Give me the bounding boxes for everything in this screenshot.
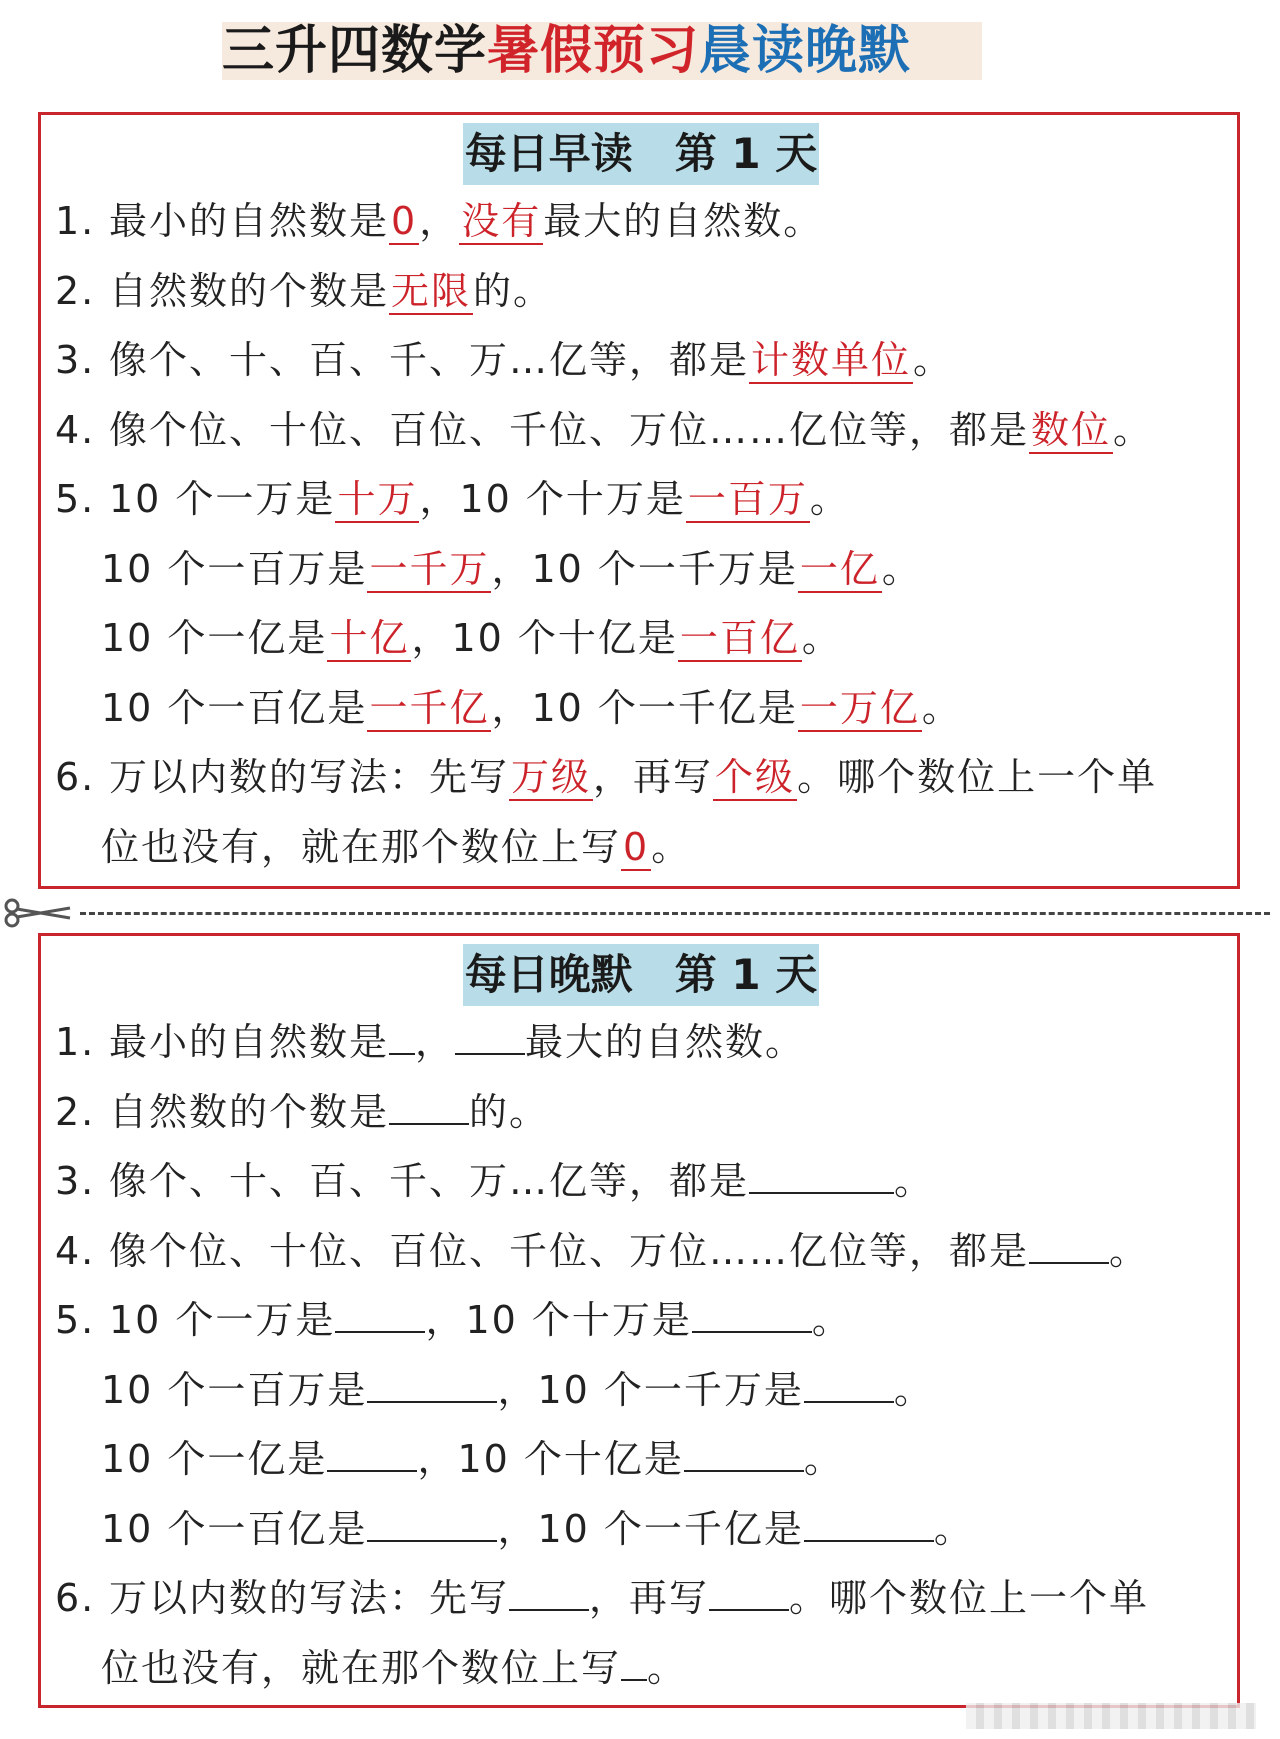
answer: 一亿	[799, 546, 880, 591]
evening-item-5d: 10 个一百亿是 ，10 个一千亿是 。	[101, 1506, 974, 1551]
blank[interactable]	[509, 1579, 589, 1611]
answer: 没有	[461, 199, 542, 243]
evening-header: 每日晚默 第 1 天	[463, 944, 819, 1006]
morning-item-3: 3. 像个、十、百、千、万…亿等，都是计数单位。	[55, 338, 954, 382]
page-title	[222, 16, 982, 86]
dashed-divider	[80, 912, 1270, 915]
morning-item-4: 4. 像个位、十位、百位、千位、万位……亿位等，都是数位。	[55, 407, 1154, 452]
blank[interactable]	[709, 1579, 789, 1611]
answer: 个级	[715, 755, 796, 799]
title-part-2: 暑假预习	[487, 21, 700, 81]
evening-item-6: 6. 万以内数的写法：先写 ，再写 。哪个数位上一个单	[55, 1576, 1150, 1620]
blank[interactable]	[692, 1301, 812, 1333]
cut-line	[0, 898, 1280, 928]
title-part-1: 三升四数学	[222, 21, 488, 81]
evening-item-5c: 10 个一亿是 ，10 个十亿是 。	[101, 1437, 844, 1481]
evening-list	[41, 1008, 1237, 1703]
blank[interactable]	[684, 1440, 804, 1472]
morning-item-5: 5. 10 个一万是十万，10 个十万是一百万。	[55, 477, 850, 521]
blank[interactable]	[335, 1301, 425, 1333]
morning-item-5b: 10 个一百万是一千万，10 个一千万是一亿。	[101, 546, 922, 591]
morning-header: 每日早读 第 1 天	[463, 123, 819, 185]
evening-item-3: 3. 像个、十、百、千、万…亿等，都是 。	[55, 1159, 935, 1203]
answer: 一百万	[687, 477, 808, 521]
blank[interactable]	[367, 1510, 497, 1542]
answer: 一千万	[369, 546, 490, 591]
evening-item-5: 5. 10 个一万是 ，10 个十万是 。	[55, 1298, 852, 1342]
title-part-3: 晨读晚默	[699, 21, 912, 81]
morning-item-6: 6. 万以内数的写法：先写万级，再写个级。哪个数位上一个单	[55, 755, 1158, 799]
blank[interactable]	[367, 1371, 497, 1403]
answer: 一百亿	[679, 616, 800, 660]
answer: 十万	[337, 477, 418, 521]
answer: 十亿	[329, 616, 410, 660]
evening-item-4: 4. 像个位、十位、百位、千位、万位……亿位等，都是 。	[55, 1228, 1150, 1273]
answer: 0	[391, 199, 418, 243]
blank[interactable]	[749, 1162, 894, 1194]
blank[interactable]	[804, 1510, 934, 1542]
blank[interactable]	[455, 1023, 525, 1055]
answer: 一万亿	[799, 685, 920, 730]
morning-item-5d: 10 个一百亿是一千亿，10 个一千亿是一万亿。	[101, 685, 962, 730]
answer: 无限	[391, 268, 472, 313]
blank[interactable]	[327, 1440, 417, 1472]
evening-item-2: 2. 自然数的个数是 的。	[55, 1089, 550, 1134]
morning-item-2: 2. 自然数的个数是无限的。	[55, 268, 554, 313]
watermark-blur	[966, 1703, 1256, 1729]
evening-dictation-card	[38, 933, 1240, 1708]
blank[interactable]	[389, 1093, 469, 1125]
evening-item-1: 1. 最小的自然数是 ， 最大的自然数。	[55, 1020, 806, 1064]
evening-item-6b: 位也没有，就在那个数位上写 。	[101, 1645, 688, 1690]
evening-item-5b: 10 个一百万是 ，10 个一千万是 。	[101, 1367, 934, 1412]
answer: 数位	[1031, 407, 1112, 452]
answer: 计数单位	[751, 338, 912, 382]
blank[interactable]	[804, 1371, 894, 1403]
answer: 0	[623, 824, 650, 869]
morning-item-6b: 位也没有，就在那个数位上写0。	[101, 824, 692, 869]
morning-reading-card	[38, 112, 1240, 889]
morning-list	[41, 187, 1237, 882]
answer: 一千亿	[369, 685, 490, 730]
blank[interactable]	[1029, 1232, 1109, 1264]
blank[interactable]	[389, 1023, 415, 1055]
answer: 万级	[511, 755, 592, 799]
scissors-icon	[0, 898, 80, 928]
blank[interactable]	[621, 1649, 647, 1681]
morning-item-1: 1. 最小的自然数是0，没有最大的自然数。	[55, 199, 824, 243]
morning-item-5c: 10 个一亿是十亿，10 个十亿是一百亿。	[101, 616, 842, 660]
